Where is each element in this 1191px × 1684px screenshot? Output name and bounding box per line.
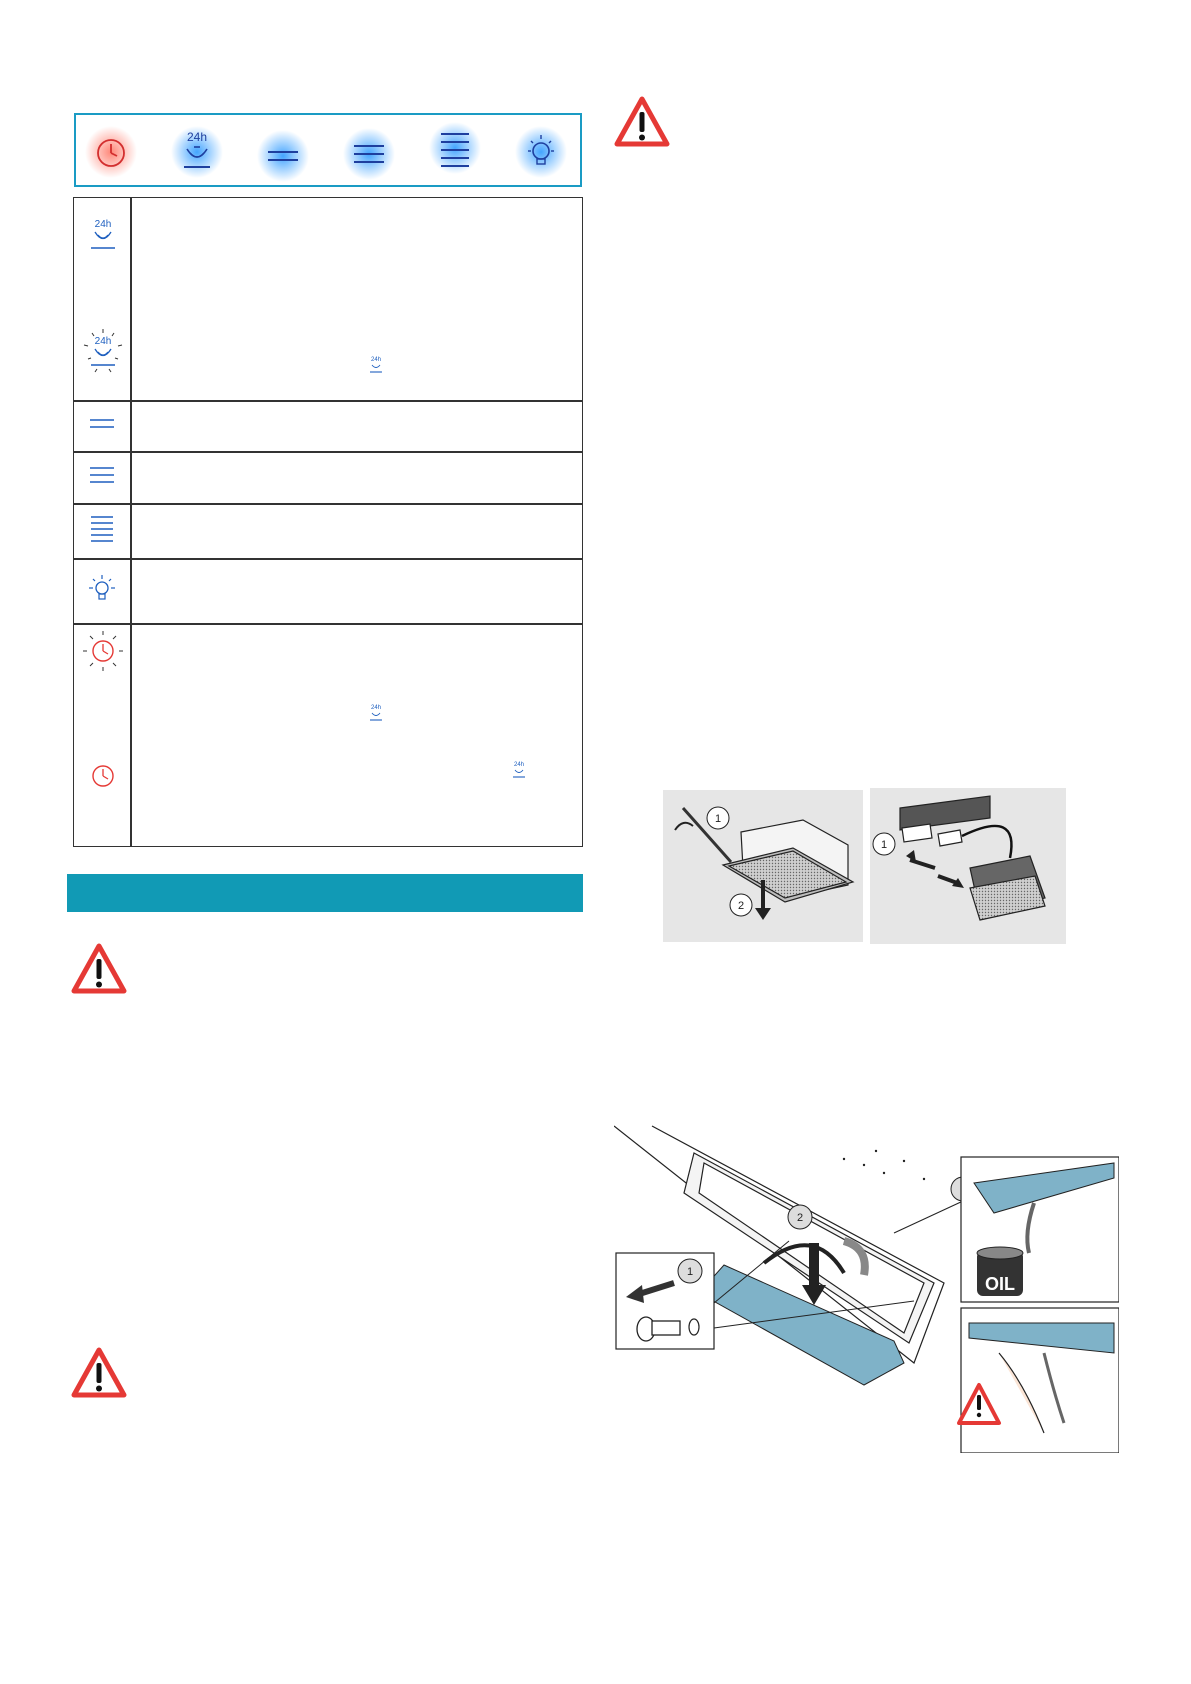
controls-legend-table	[73, 197, 583, 847]
24h-label: 24h	[370, 705, 382, 711]
filter-connector-figure	[870, 788, 1066, 944]
filter-removal-figure	[663, 790, 863, 942]
24h-label: 24h	[370, 357, 382, 363]
section-header-banner	[67, 874, 583, 912]
speed-3-icon[interactable]	[428, 121, 482, 175]
timer-blinking-icon	[82, 630, 124, 672]
fan-24h-small-icon	[368, 703, 384, 723]
step-label: 1	[686, 1266, 694, 1278]
light-icon[interactable]	[514, 125, 568, 179]
warning-triangle-icon	[71, 1347, 127, 1399]
fan-24h-blinking-icon	[82, 328, 124, 374]
24h-label: 24h	[94, 219, 112, 230]
fan-24h-small-icon	[368, 355, 384, 375]
speed-3-icon	[88, 513, 116, 547]
control-panel-strip	[74, 113, 582, 187]
24h-label: 24h	[94, 336, 112, 347]
oil-label: OIL	[985, 1274, 1015, 1294]
fan-24h-small-icon	[511, 760, 527, 780]
fan-24h-icon[interactable]	[170, 125, 224, 179]
grease-filter-figure	[614, 1123, 1119, 1453]
warning-triangle-icon	[71, 943, 127, 995]
light-icon	[86, 573, 118, 607]
timer-icon	[90, 763, 116, 789]
24h-label: 24h	[513, 762, 525, 768]
step-label: 1	[714, 813, 722, 825]
fan-24h-icon	[88, 218, 118, 254]
24h-label: 24h	[186, 130, 208, 144]
step-label: 1	[880, 839, 888, 851]
step-label: 2	[737, 900, 745, 912]
step-label: 2	[796, 1212, 804, 1224]
speed-1-icon	[88, 414, 116, 434]
speed-2-icon[interactable]	[342, 127, 396, 181]
warning-triangle-icon	[614, 96, 670, 148]
clock-icon[interactable]	[84, 125, 138, 179]
speed-2-icon	[88, 463, 116, 489]
speed-1-icon[interactable]	[256, 129, 310, 183]
